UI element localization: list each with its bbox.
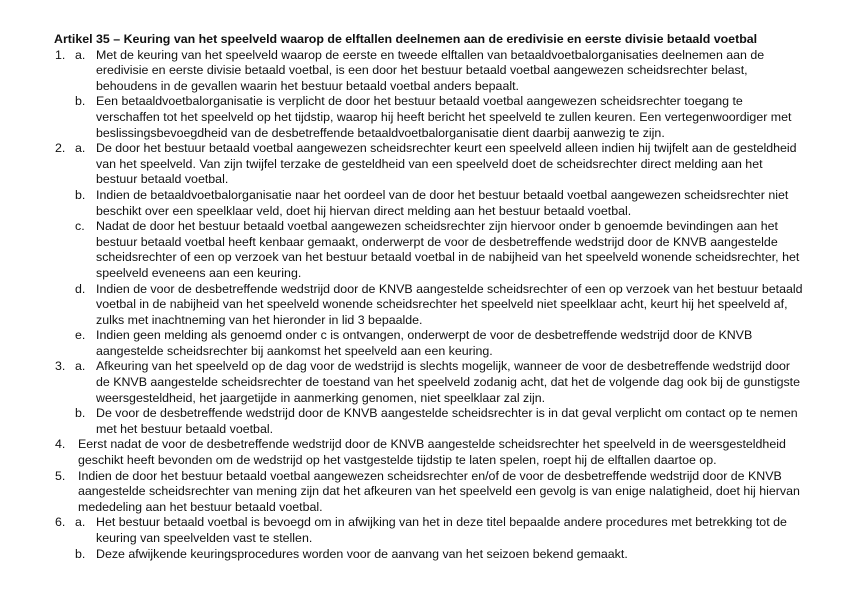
paragraph-2b <box>54 188 804 219</box>
paragraph-2c <box>54 219 804 281</box>
item-letter: b. <box>75 94 86 109</box>
paragraph-number: 6. <box>55 515 66 530</box>
paragraph-6b <box>54 547 804 563</box>
paragraph-5 <box>54 469 804 516</box>
item-letter: a. <box>75 359 86 374</box>
item-text: Het bestuur betaald voetbal is bevoegd om in afwijking van het in deze titel bepaalde andere procedures met betrekking tot de keuring van speelvelden vast te stellen. <box>96 515 787 545</box>
item-text: Met de keuring van het speelveld waarop de eerste en tweede elftallen van betaaldvoetbalorganisaties deelnemen aan de eredivisie en eerste divisie betaald voetbal, is een door het bestuur betaald voetbal aangewezen scheidsrechter belast, behoudens in de gevallen waarin het bestuur betaald voetbal anders bepaalt. <box>96 47 765 93</box>
paragraph-number: 3. <box>55 359 66 374</box>
paragraph-3b <box>54 406 804 437</box>
item-text: De door het bestuur betaald voetbal aangewezen scheidsrechter keurt een speelveld alleen indien hij twijfelt aan de gesteldheid van het speelveld. Van zijn twijfel terzake de gesteldheid van een speelveld doet de scheidsrechter direct melding aan het bestuur betaald voetbal. <box>96 141 797 187</box>
paragraph-number: 5. <box>55 468 66 483</box>
item-letter: a. <box>75 47 86 62</box>
paragraph-number: 2. <box>55 141 66 156</box>
paragraph-text: Indien de door het bestuur betaald voetbal aangewezen scheidsrechter en/of de voor de desbetreffende wedstrijd door de KNVB aangestelde scheidsrechter van mening zijn dat het afkeuren van het speelveld een gevolg is van enige nalatigheid, doet hij hiervan mededeling aan het bestuur betaald voetbal. <box>78 468 800 514</box>
item-text: Deze afwijkende keuringsprocedures worden voor de aanvang van het seizoen bekend gemaakt. <box>96 546 628 561</box>
paragraph-text: Eerst nadat de voor de desbetreffende wedstrijd door de KNVB aangestelde scheidsrechter het speelveld in de weersgesteldheid geschikt heeft bevonden om de wedstrijd op het vastgestelde tijdstip te laten spelen, roept hij de elftallen daartoe op. <box>78 437 786 468</box>
item-text: Nadat de door het bestuur betaald voetbal aangewezen scheidsrechter zijn hiervoor onder b genoemde bevindingen aan het bestuur betaald voetbal heeft kenbaar gemaakt, onderwerpt de voor de desbetreffende wedstrijd door de KNVB aangestelde scheidsrechter of een op verzoek van het bestuur betaald voetbal in de nabijheid van het speelveld wonende scheidsrechter, het speelveld eveneens aan een keuring. <box>96 219 800 280</box>
paragraph-2d <box>54 282 804 329</box>
paragraph-number: 1. <box>55 47 66 62</box>
item-text: Indien de betaaldvoetbalorganisatie naar het oordeel van de door het bestuur betaald voetbal aangewezen scheidsrechter niet beschikt over een speelklaar veld, doet hij hiervan direct melding aan het bestuur betaald voetbal. <box>96 187 789 218</box>
paragraph-2e <box>54 328 804 359</box>
item-letter: d. <box>75 281 86 296</box>
article-title: Artikel 35 – Keuring van het speelveld waarop de elftallen deelnemen aan de eredivisie en eerste divisie betaald voetbal <box>54 32 758 46</box>
document <box>54 32 804 562</box>
paragraph-1b <box>54 94 804 141</box>
paragraph-1a <box>54 48 804 95</box>
paragraph-number: 4. <box>55 437 66 452</box>
item-text: Indien geen melding als genoemd onder c is ontvangen, onderwerpt de voor de desbetreffende wedstrijd door de KNVB aangestelde scheidsrechter bij aankomst het speelveld aan een keuring. <box>96 328 753 358</box>
item-text: Een betaaldvoetbalorganisatie is verplicht de door het bestuur betaald voetbal aangewezen scheidsrechter toegang te verschaffen tot het speelveld op het tijdstip, waarop hij heeft bericht het speelveld te zullen keuren. Een vertegenwoordiger met beslissingsbevoegdheid van de desbetreffende betaaldvoetbalorganisatie dient daarbij aanwezig te zijn. <box>96 94 792 140</box>
item-letter: b. <box>75 546 86 561</box>
item-letter: a. <box>75 515 86 530</box>
item-text: Indien de voor de desbetreffende wedstrijd door de KNVB aangestelde scheidsrechter of een op verzoek van het bestuur betaald voetbal in de nabijheid van het speelveld wonende scheidsrechter het speelveld niet speelklaar acht, keurt hij het speelveld af, zulks met inachtneming van het hieronder in lid 3 bepaalde. <box>96 281 803 327</box>
paragraph-3a <box>54 359 804 406</box>
paragraph-4 <box>54 437 804 468</box>
paragraph-2a <box>54 141 804 188</box>
item-text: Afkeuring van het speelveld op de dag voor de wedstrijd is slechts mogelijk, wanneer de voor de desbetreffende wedstrijd door de KNVB aangestelde scheidsrechter de toestand van het speelveld zodanig acht, dat het de volgende dag ook bij de gunstigste weersgesteldheid, het jaargetijde in aanmerking genomen, niet speelklaar zal zijn. <box>96 359 801 405</box>
item-text: De voor de desbetreffende wedstrijd door de KNVB aangestelde scheidsrechter is in dat geval verplicht om contact op te nemen met het bestuur betaald voetbal. <box>96 406 798 436</box>
item-letter: b. <box>75 187 86 202</box>
item-letter: a. <box>75 141 86 156</box>
item-letter: e. <box>75 328 86 343</box>
item-letter: c. <box>75 219 85 234</box>
paragraph-6a <box>54 515 804 546</box>
item-letter: b. <box>75 406 86 421</box>
